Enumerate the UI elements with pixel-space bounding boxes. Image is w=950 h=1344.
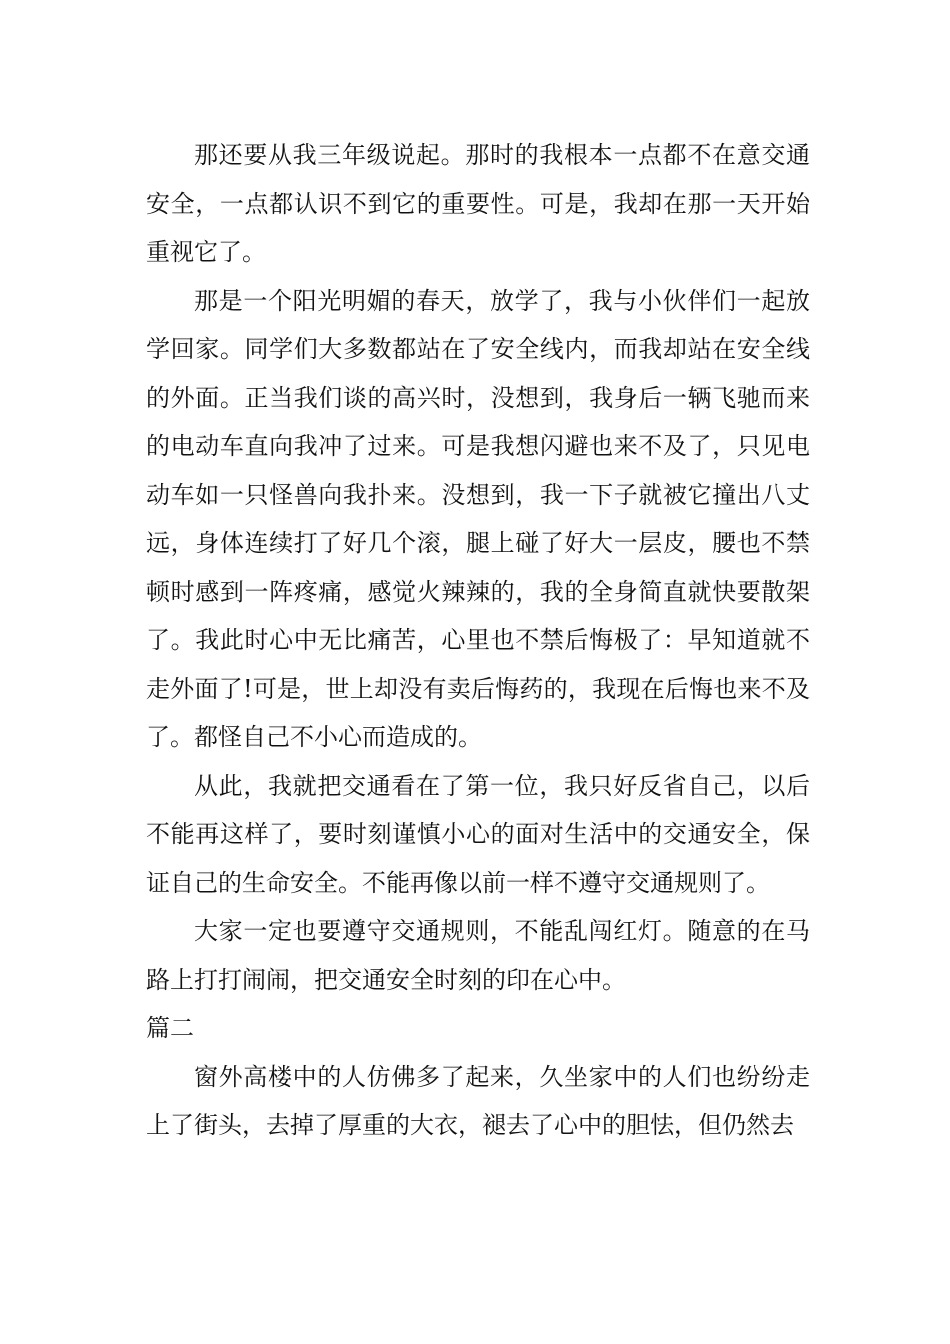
paragraph-5: 窗外高楼中的人仿佛多了起来，久坐家中的人们也纷纷走上了街头，去掉了厚重的大衣，褪去了心中的胆怯，但仍然去 [146, 1062, 810, 1139]
document-body [146, 131, 810, 1150]
section-heading: 篇二 [146, 1014, 194, 1042]
paragraph-1: 那还要从我三年级说起。那时的我根本一点都不在意交通安全，一点都认识不到它的重要性。可是，我却在那一天开始重视它了。 [146, 141, 810, 266]
paragraph-2: 那是一个阳光明媚的春天，放学了，我与小伙伴们一起放学回家。同学们大多数都站在了安全线内，而我却站在安全线的外面。正当我们谈的高兴时，没想到，我身后一辆飞驰而来的电动车直向我冲了过来。可是我想闪避也来不及了，只见电动车如一只怪兽向我扑来。没想到，我一下子就被它撞出八丈远，身体连续打了好几个滚，腿上碰了好大一层皮，腰也不禁顿时感到一阵疼痛，感觉火辣辣的，我的全身简直就快要散架了。我此时心中无比痛苦，心里也不禁后悔极了：早知道就不走外面了!可是，世上却没有卖后悔药的，我现在后悔也来不及了。都怪自己不小心而造成的。 [146, 286, 810, 751]
paragraph-3: 从此，我就把交通看在了第一位，我只好反省自己，以后不能再这样了，要时刻谨慎小心的面对生活中的交通安全，保证自己的生命安全。不能再像以前一样不遵守交通规则了。 [146, 771, 810, 897]
paragraph-4: 大家一定也要遵守交通规则，不能乱闯红灯。随意的在马路上打打闹闹，把交通安全时刻的印在心中。 [146, 917, 810, 994]
